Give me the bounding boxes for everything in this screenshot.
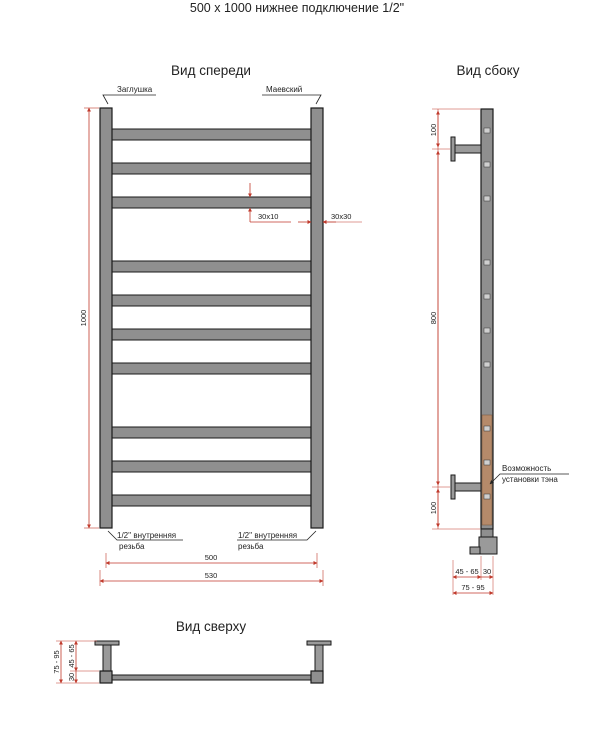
rung-end — [484, 494, 490, 499]
bracket-right — [315, 645, 323, 671]
mayevsky-leader — [262, 95, 321, 104]
mayevsky-label: Маевский — [266, 85, 303, 94]
rung-end — [484, 196, 490, 201]
top-post-label: 30 — [67, 672, 76, 682]
rung — [112, 129, 311, 140]
rung-end — [484, 362, 490, 367]
thread-left-label-2: резьба — [119, 542, 145, 551]
side-view-heading: Вид сбоку — [456, 63, 520, 78]
top-view — [52, 641, 331, 683]
rung-end — [484, 328, 490, 333]
bottom-fitting — [481, 529, 493, 537]
bracket-arm — [455, 145, 481, 153]
thread-right-label-2: резьба — [238, 542, 264, 551]
rung — [112, 163, 311, 174]
bracket-arm — [455, 483, 481, 491]
right-post — [311, 108, 323, 528]
rung-end — [484, 162, 490, 167]
left-post — [100, 108, 112, 528]
front-view-heading: Вид спереди — [171, 63, 251, 78]
rung-end — [484, 294, 490, 299]
top-view-heading: Вид сверху — [175, 619, 247, 634]
rung — [112, 427, 311, 438]
front-view — [79, 85, 362, 586]
rung — [112, 363, 311, 374]
top-depth-label: 75 - 95 — [52, 650, 61, 674]
rung-end — [484, 426, 490, 431]
post-top-left — [100, 671, 112, 683]
bracket-left — [103, 645, 111, 671]
drawing-title: 500 х 1000 нижнее подключение 1/2" — [189, 1, 405, 15]
post-section-label: 30х30 — [331, 212, 352, 221]
top-offset-label: 100 — [429, 123, 438, 137]
heater-cable-outlet — [470, 547, 480, 554]
rungs — [112, 129, 311, 506]
rung-end — [484, 460, 490, 465]
upper-bracket — [451, 137, 481, 161]
heater-zone — [482, 415, 492, 525]
rung — [112, 261, 311, 272]
post-depth-label: 30 — [482, 567, 492, 576]
height-dimension-label: 1000 — [79, 309, 88, 327]
bottom-offset-label: 100 — [429, 501, 438, 515]
rung — [112, 461, 311, 472]
rung-end — [484, 128, 490, 133]
thread-right-label: 1/2'' внутренняя — [238, 531, 298, 540]
wall-plate-right — [307, 641, 331, 645]
plug-leader — [103, 95, 156, 104]
heater-note-label-2: установки тэна — [502, 475, 558, 484]
top-offset-label: 45 - 65 — [67, 644, 76, 668]
rung-end — [484, 260, 490, 265]
wall-plate — [451, 137, 455, 161]
wall-plate-left — [95, 641, 119, 645]
plug-label: Заглушка — [117, 85, 153, 94]
post-top-right — [311, 671, 323, 683]
total-depth-label: 75 - 95 — [461, 583, 485, 592]
wall-plate — [451, 475, 455, 499]
side-view — [429, 109, 569, 595]
width-outer-label: 530 — [204, 571, 218, 580]
thread-left-label: 1/2'' внутренняя — [117, 531, 177, 540]
rung — [112, 495, 311, 506]
heater-note-label: Возможность — [502, 464, 552, 473]
offset-label: 45 - 65 — [455, 567, 479, 576]
rung — [112, 295, 311, 306]
width-inner-label: 500 — [204, 553, 218, 562]
bar-section-label: 30х10 — [258, 212, 279, 221]
lower-bracket — [451, 475, 481, 499]
axis-distance-label: 800 — [429, 311, 438, 325]
rung — [112, 197, 311, 208]
top-rung — [112, 675, 311, 680]
rung — [112, 329, 311, 340]
heater-head — [479, 537, 497, 554]
